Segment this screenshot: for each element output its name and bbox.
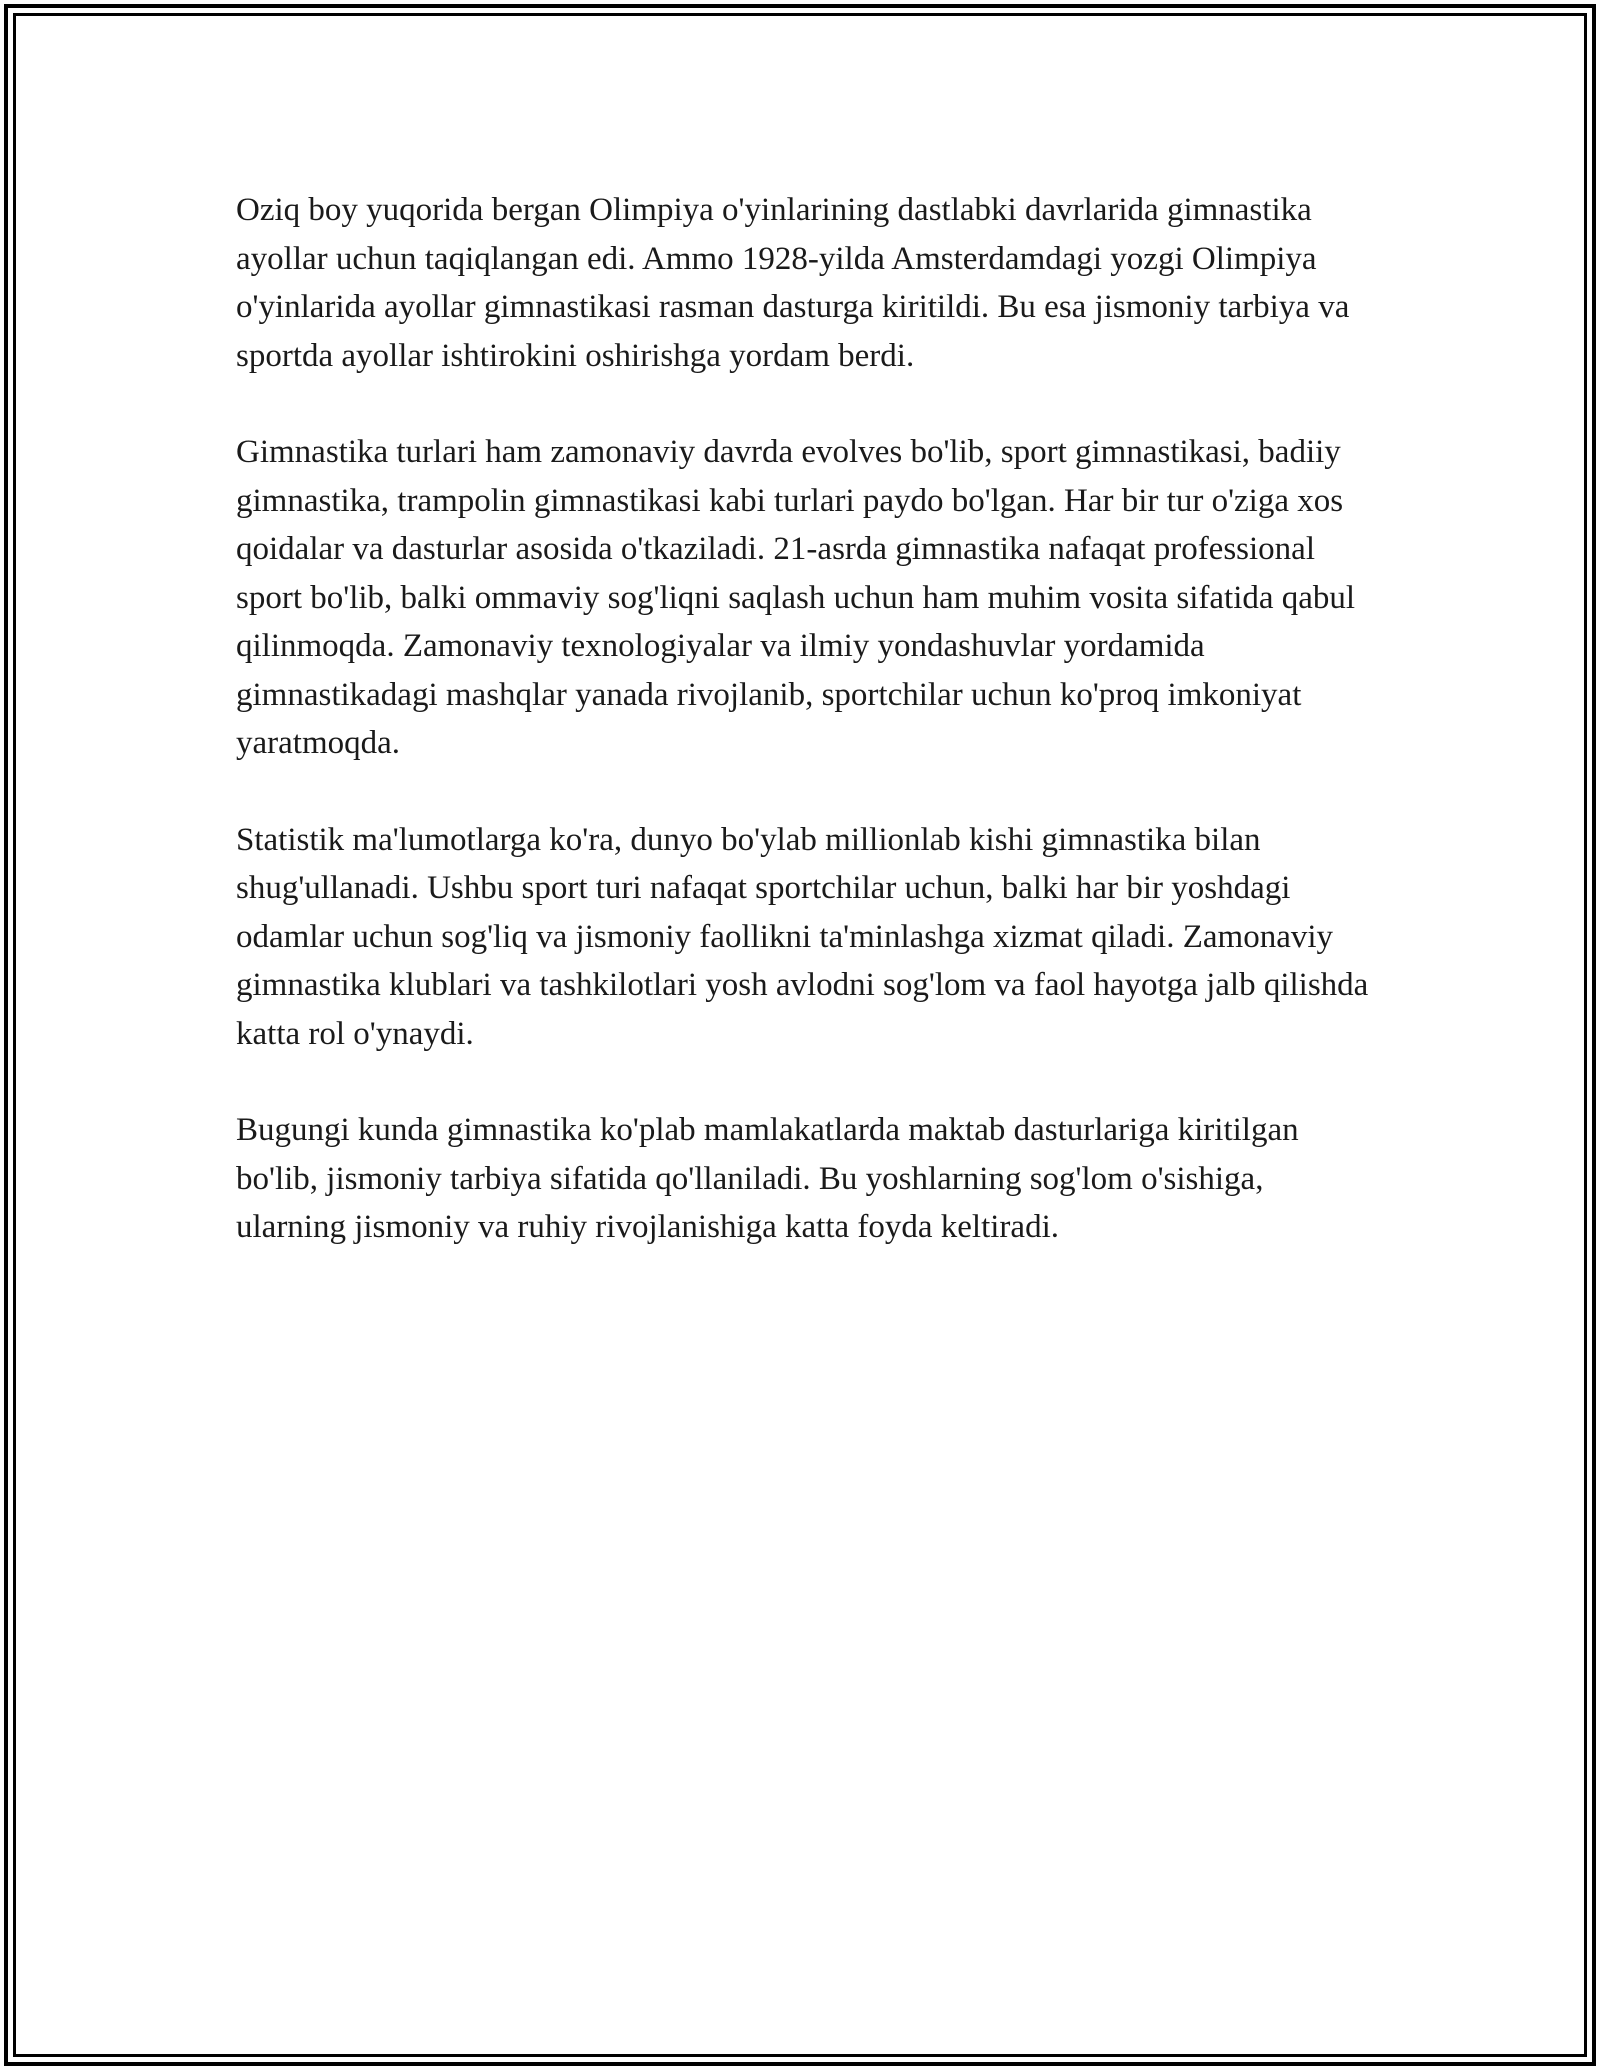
- paragraph-4: Bugungi kunda gimnastika ko'plab mamlakatlarda maktab dasturlariga kiritilgan bo'lib, jismoniy tarbiya sifatida qo'llaniladi. Bu yoshlarning sog'lom o'sishiga, ularning jismoniy va ruhiy rivojlanishiga katta foyda keltiradi.: [236, 1112, 1299, 1245]
- paragraph-1: Oziq boy yuqorida bergan Olimpiya o'yinlarining dastlabki davrlarida gimnastika ayollar uchun taqiqlangan edi. Ammo 1928-yilda Amsterdamdagi yozgi Olimpiya o'yinlarida ayollar gimnastikasi rasman dasturga kiritildi. Bu esa jismoniy tarbiya va sportda ayollar ishtirokini oshirishga yordam berdi.: [236, 192, 1350, 374]
- paragraph-2: Gimnastika turlari ham zamonaviy davrda evolves bo'lib, sport gimnastikasi, badiiy gimnastika, trampolin gimnastikasi kabi turlari paydo bo'lgan. Har bir tur o'ziga xos qoidalar va dasturlar asosida o'tkaziladi. 21-asrda gimnastika nafaqat professional sport bo'lib, balki ommaviy sog'liqni saqlash uchun ham muhim vosita sifatida qabul qilinmoqda. Zamonaviy texnologiyalar va ilmiy yondashuvlar yordamida gimnastikadagi mashqlar yanada rivojlanib, sportchilar uchun ko'proq imkoniyat yaratmoqda.: [236, 434, 1356, 761]
- document-body: [236, 186, 1376, 1300]
- paragraph-3: Statistik ma'lumotlarga ko'ra, dunyo bo'ylab millionlab kishi gimnastika bilan shug'ullanadi. Ushbu sport turi nafaqat sportchilar uchun, balki har bir yoshdagi odamlar uchun sog'liq va jismoniy faollikni ta'minlashga xizmat qiladi. Zamonaviy gimnastika klublari va tashkilotlari yosh avlodni sog'lom va faol hayotga jalb qilishda katta rol o'ynaydi.: [236, 821, 1369, 1052]
